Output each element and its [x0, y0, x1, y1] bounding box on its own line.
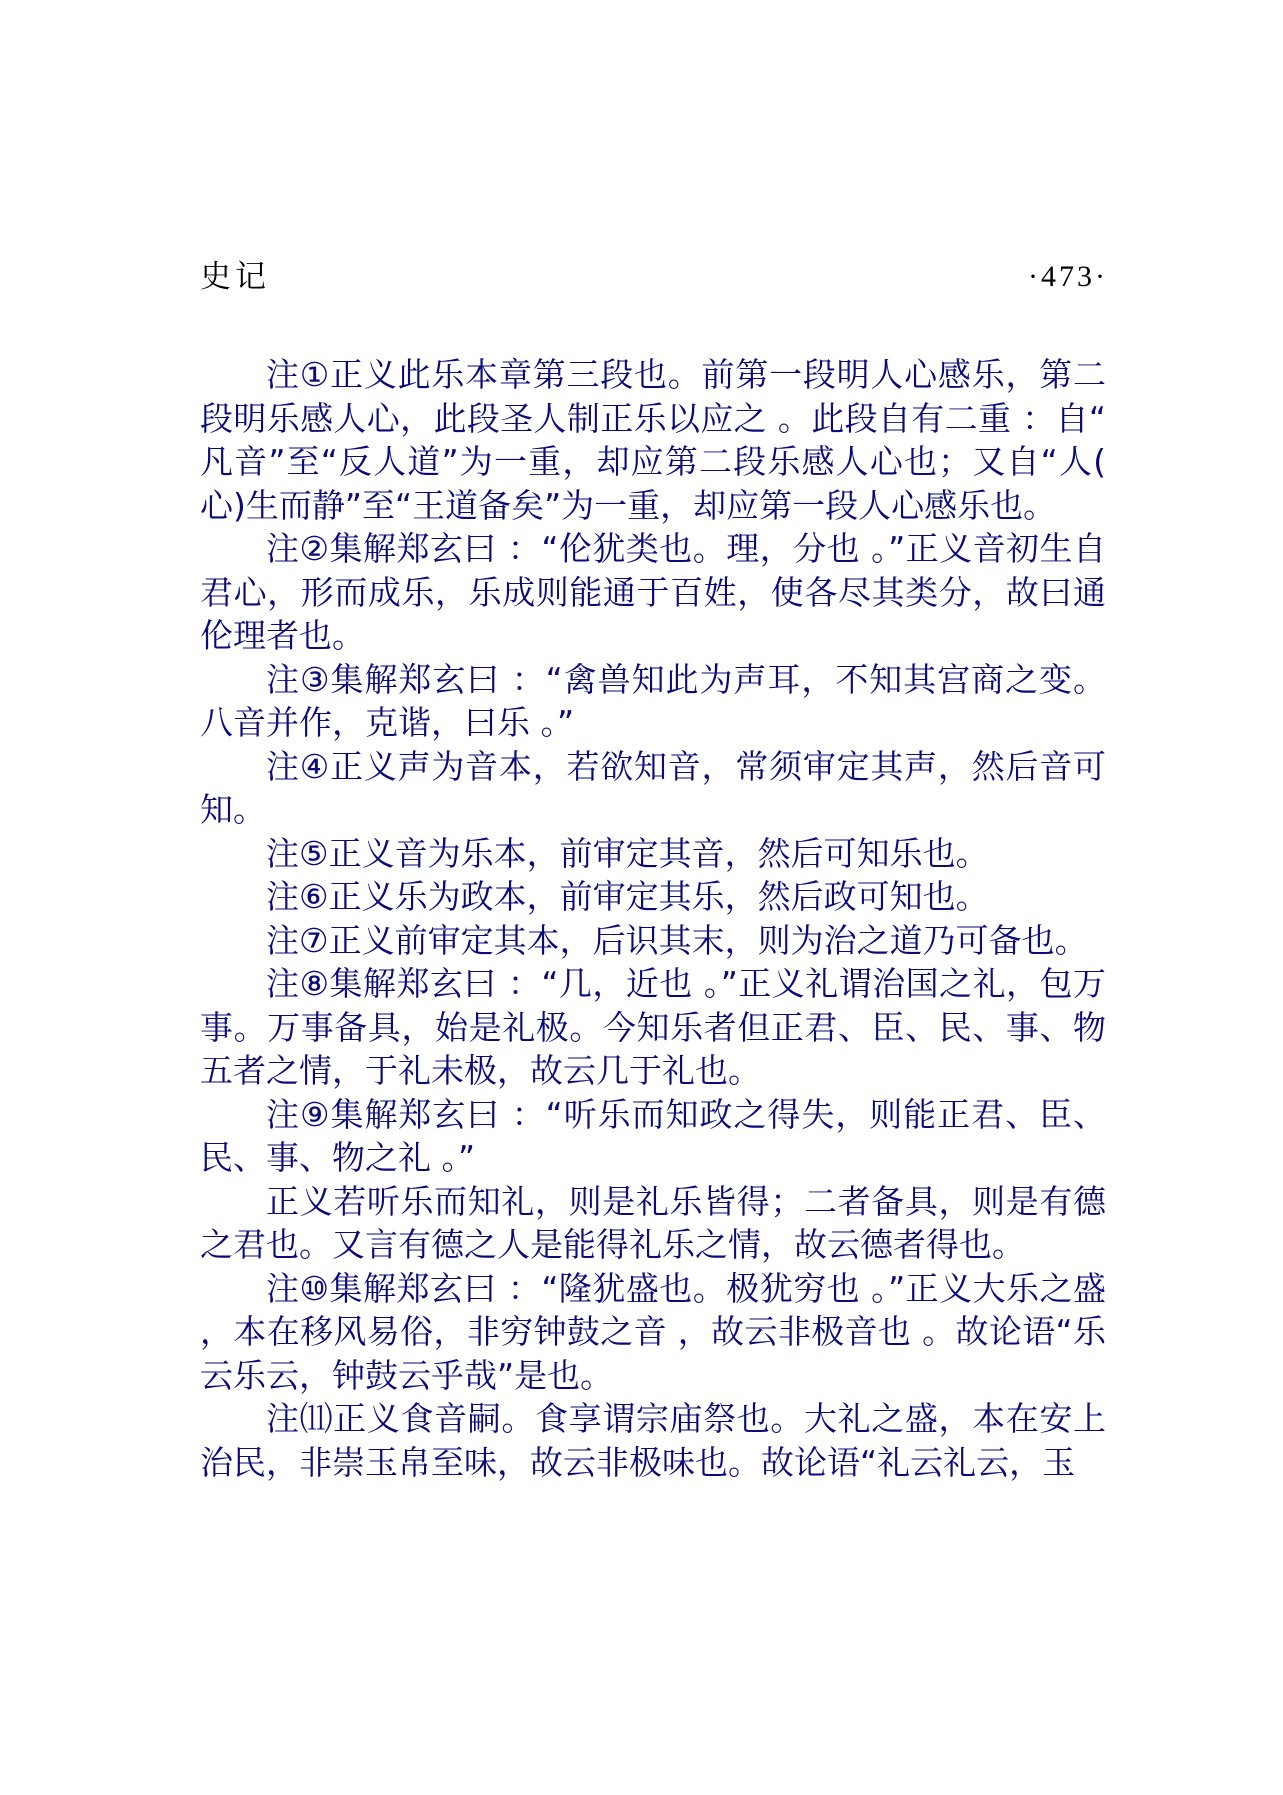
note-10: 注⑩集解郑玄曰 ：“隆犹盛也。极犹穷也 。”正义大乐之盛，本在移风易俗，非穷钟鼓之音 ，故云非极音也 。故论语“乐云乐云，钟鼓云乎哉”是也。: [200, 1268, 1106, 1395]
note-11: 注⑾正义食音嗣。食享谓宗庙祭也。大礼之盛，本在安上治民，非崇玉帛至味，故云非极味也。故论语“礼云礼云，玉: [200, 1399, 1106, 1482]
note-9-continuation: 正义若听乐而知礼，则是礼乐皆得；二者备具，则是有德之君也。又言有德之人是能得礼乐之情，故云德者得也。: [200, 1181, 1106, 1264]
note-5: 注⑤正义音为乐本，前审定其音，然后可知乐也。: [266, 833, 989, 873]
running-title: 史记: [200, 259, 270, 295]
note-1: 注①正义此乐本章第三段也。前第一段明人心感乐，第二段明乐感人心，此段圣人制正乐以应之 。此段自有二重 ：自“凡音”至“反人道”为一重，却应第二段乐感人心也；又自“人(心)生而静”至“王道备矣”为一重，却应第一段人心感乐也。: [200, 355, 1106, 525]
note-6: 注⑥正义乐为政本，前审定其乐，然后政可知也。: [266, 877, 989, 916]
note-4: 注④正义声为音本，若欲知音，常须审定其声，然后音可知。: [200, 746, 1106, 829]
note-8: 注⑧集解郑玄曰 ：“几，近也 。”正义礼谓治国之礼，包万事。万事备具，始是礼极。今知乐者但正君、臣、民、事、物五者之情，于礼未极，故云几于礼也。: [200, 964, 1106, 1090]
note-7: 注⑦正义前审定其本，后识其末，则为治之道乃可备也。: [266, 920, 1088, 960]
annotation-body: [200, 353, 1106, 1484]
note-9: 注⑨集解郑玄曰 ：“听乐而知政之得失，则能正君、臣、民、事、物之礼 。”: [200, 1094, 1106, 1177]
note-3: 注③集解郑玄曰 ：“禽兽知此为声耳，不知其宫商之变。八音并作，克谐，曰乐 。”: [200, 659, 1106, 742]
note-2: 注②集解郑玄曰 ：“伦犹类也。理，分也 。”正义音初生自君心，形而成乐，乐成则能通于百姓，使各尽其类分，故曰通伦理者也。: [200, 529, 1106, 655]
page-number: ·473·: [1028, 260, 1108, 293]
